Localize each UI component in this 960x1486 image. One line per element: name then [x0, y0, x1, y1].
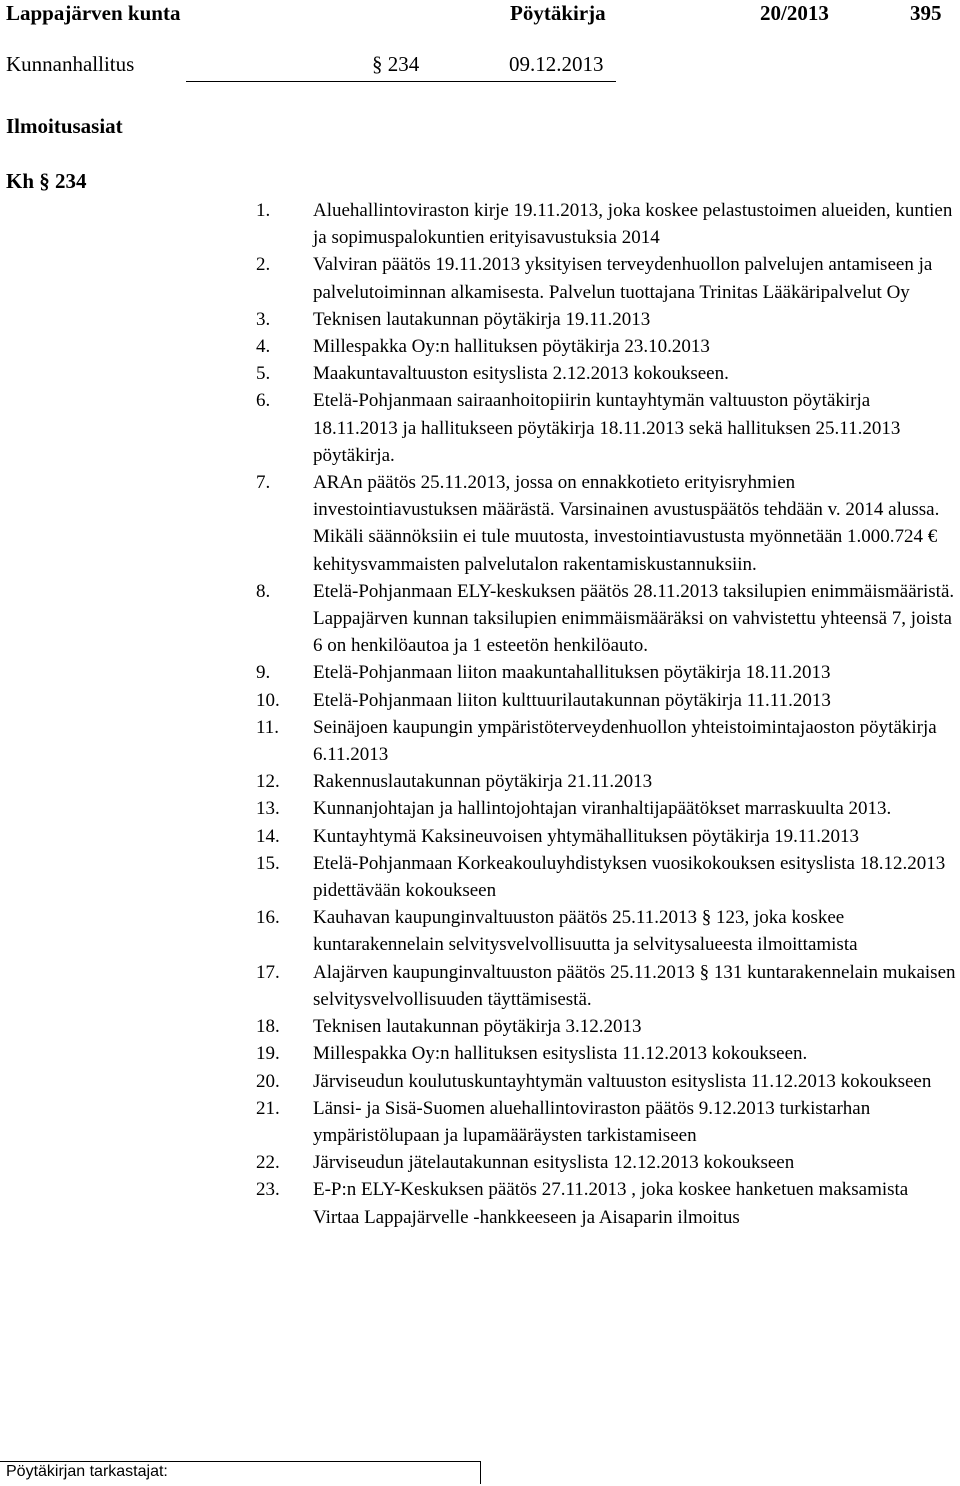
list-item — [256, 1176, 958, 1230]
case-identifier: Kh § 234 — [6, 169, 87, 193]
document-type: Pöytäkirja — [510, 1, 606, 25]
item-text: Järviseudun jätelautakunnan esityslista 12.12.2013 kokoukseen — [313, 1152, 795, 1174]
item-number: 20. — [256, 1070, 280, 1092]
item-number: 4. — [256, 336, 271, 358]
item-number: 14. — [256, 825, 280, 847]
item-text: Kauhavan kaupunginvaltuuston päätös 25.11.2013 § 123, joka koskee kuntarakennelain selvitysvelvollisuutta ja selvitysalueesta ilmoittamista — [313, 907, 858, 956]
document-header — [0, 1, 960, 31]
list-item — [256, 251, 958, 305]
item-number: 11. — [256, 716, 280, 738]
page-number: 395 — [910, 1, 942, 25]
list-item — [256, 1149, 958, 1176]
list-item — [256, 823, 958, 850]
document-number: 20/2013 — [760, 1, 829, 25]
item-text: Länsi- ja Sisä-Suomen aluehallintoviraston päätös 9.12.2013 turkistarhan ympäristölupaan ja lupamääräysten tarkistamiseen — [313, 1097, 871, 1146]
item-text: Seinäjoen kaupungin ympäristöterveydenhuollon yhteistoimintajaoston pöytäkirja 6.11.2013 — [313, 716, 937, 766]
item-text: Etelä-Pohjanmaan sairaanhoitopiirin kuntayhtymän valtuuston pöytäkirja 18.11.2013 ja hallitukseen pöytäkirja 18.11.2013 sekä hallituksen 25.11.2013 pöytäkirja. — [313, 390, 901, 466]
item-text: Valviran päätös 19.11.2013 yksityisen terveydenhuollon palvelujen antamiseen ja palvelutoiminnan alkamisesta. Palvelun tuottajana Trinitas Lääkäripalvelut Oy — [313, 254, 933, 303]
item-number: 17. — [256, 961, 280, 983]
list-item — [256, 1013, 958, 1040]
governing-body: Kunnanhallitus — [6, 52, 135, 76]
section-title: Ilmoitusasiat — [6, 114, 123, 138]
meeting-date: 09.12.2013 — [509, 52, 604, 76]
item-number: 7. — [256, 472, 271, 494]
list-item — [256, 768, 958, 795]
item-number: 18. — [256, 1016, 280, 1038]
item-number: 3. — [256, 308, 271, 330]
list-item — [256, 1068, 958, 1095]
item-number: 21. — [256, 1097, 280, 1119]
item-number: 13. — [256, 798, 280, 820]
list-item — [256, 959, 958, 1013]
item-text: Aluehallintoviraston kirje 19.11.2013, joka koskee pelastustoimen alueiden, kuntien ja sopimuspalokuntien erityisavustuksia 2014 — [313, 200, 953, 249]
item-text: Kunnanjohtajan ja hallintojohtajan viranhaltijapäätökset marraskuulta 2013. — [313, 798, 892, 820]
reviewers-box — [0, 1461, 481, 1484]
list-item — [256, 197, 958, 251]
item-text: Rakennuslautakunnan pöytäkirja 21.11.2013 — [313, 771, 653, 793]
item-text: Etelä-Pohjanmaan Korkeakouluyhdistyksen vuosikokouksen esityslista 18.12.2013 pidettävään kokoukseen — [313, 852, 946, 902]
item-text: ARAn päätös 25.11.2013, jossa on ennakkotieto erityisryhmien investointiavustuksen määrästä. Varsinainen avustuspäätös tehdään v. 2014 alussa. Mikäli säännöksiin ei tule muutosta, investointiavustusta myönnetään 1.000.724 € kehitysvammaisten palvelutalon rakentamiskustannuksiin. — [313, 472, 940, 575]
list-item — [256, 714, 958, 768]
list-item — [256, 306, 958, 333]
document-subheader — [0, 52, 960, 80]
item-number: 16. — [256, 907, 280, 929]
list-item — [256, 659, 958, 686]
item-number: 12. — [256, 771, 280, 793]
subheader-underline — [186, 81, 616, 82]
section-number: § 234 — [372, 52, 420, 76]
item-number: 8. — [256, 580, 271, 602]
item-text: Maakuntavaltuuston esityslista 2.12.2013 kokoukseen. — [313, 363, 729, 385]
list-item — [256, 469, 958, 578]
item-number: 22. — [256, 1152, 280, 1174]
item-number: 15. — [256, 852, 280, 874]
municipality-name: Lappajärven kunta — [6, 1, 181, 25]
list-item — [256, 387, 958, 469]
item-text: Kuntayhtymä Kaksineuvoisen yhtymähallituksen pöytäkirja 19.11.2013 — [313, 825, 859, 847]
list-item — [256, 1095, 958, 1149]
item-text: Millespakka Oy:n hallituksen esityslista 11.12.2013 kokoukseen. — [313, 1043, 808, 1065]
list-item — [256, 1040, 958, 1067]
item-text: Etelä-Pohjanmaan ELY-keskuksen päätös 28.11.2013 taksilupien enimmäismääristä. Lappajärven kunnan taksilupien enimmäismääräksi on vahvistettu yhteensä 7, joista 6 on henkilöautoa ja 1 esteetön henkilöauto. — [313, 580, 955, 657]
list-item — [256, 578, 958, 660]
item-text: Teknisen lautakunnan pöytäkirja 19.11.2013 — [313, 308, 651, 330]
list-item — [256, 795, 958, 822]
list-item — [256, 360, 958, 387]
reviewers-label: Pöytäkirjan tarkastajat: — [6, 1463, 168, 1480]
item-number: 6. — [256, 390, 271, 412]
item-number: 2. — [256, 254, 271, 276]
item-text: Teknisen lautakunnan pöytäkirja 3.12.2013 — [313, 1016, 642, 1038]
list-item — [256, 333, 958, 360]
item-number: 1. — [256, 200, 271, 221]
item-text: Järviseudun koulutuskuntayhtymän valtuuston esityslista 11.12.2013 kokoukseen — [313, 1070, 932, 1092]
list-item — [256, 850, 958, 904]
item-number: 9. — [256, 662, 271, 684]
item-number: 23. — [256, 1179, 280, 1201]
item-text: Alajärven kaupunginvaltuuston päätös 25.11.2013 § 131 kuntarakennelain mukaisen selvitysvelvollisuuden täyttämisestä. — [313, 961, 956, 1010]
item-number: 19. — [256, 1043, 280, 1065]
item-text: Millespakka Oy:n hallituksen pöytäkirja 23.10.2013 — [313, 336, 710, 358]
item-text: E-P:n ELY-Keskuksen päätös 27.11.2013 , joka koskee hanketuen maksamista Virtaa Lappajärvelle -hankkeeseen ja Aisaparin ilmoitus — [313, 1179, 909, 1228]
notice-items-list — [256, 197, 958, 1231]
list-item — [256, 904, 958, 958]
list-item — [256, 687, 958, 714]
item-text: Etelä-Pohjanmaan liiton kulttuurilautakunnan pöytäkirja 11.11.2013 — [313, 689, 831, 711]
item-number: 10. — [256, 689, 280, 711]
item-text: Etelä-Pohjanmaan liiton maakuntahallituksen pöytäkirja 18.11.2013 — [313, 662, 831, 684]
item-number: 5. — [256, 363, 271, 385]
